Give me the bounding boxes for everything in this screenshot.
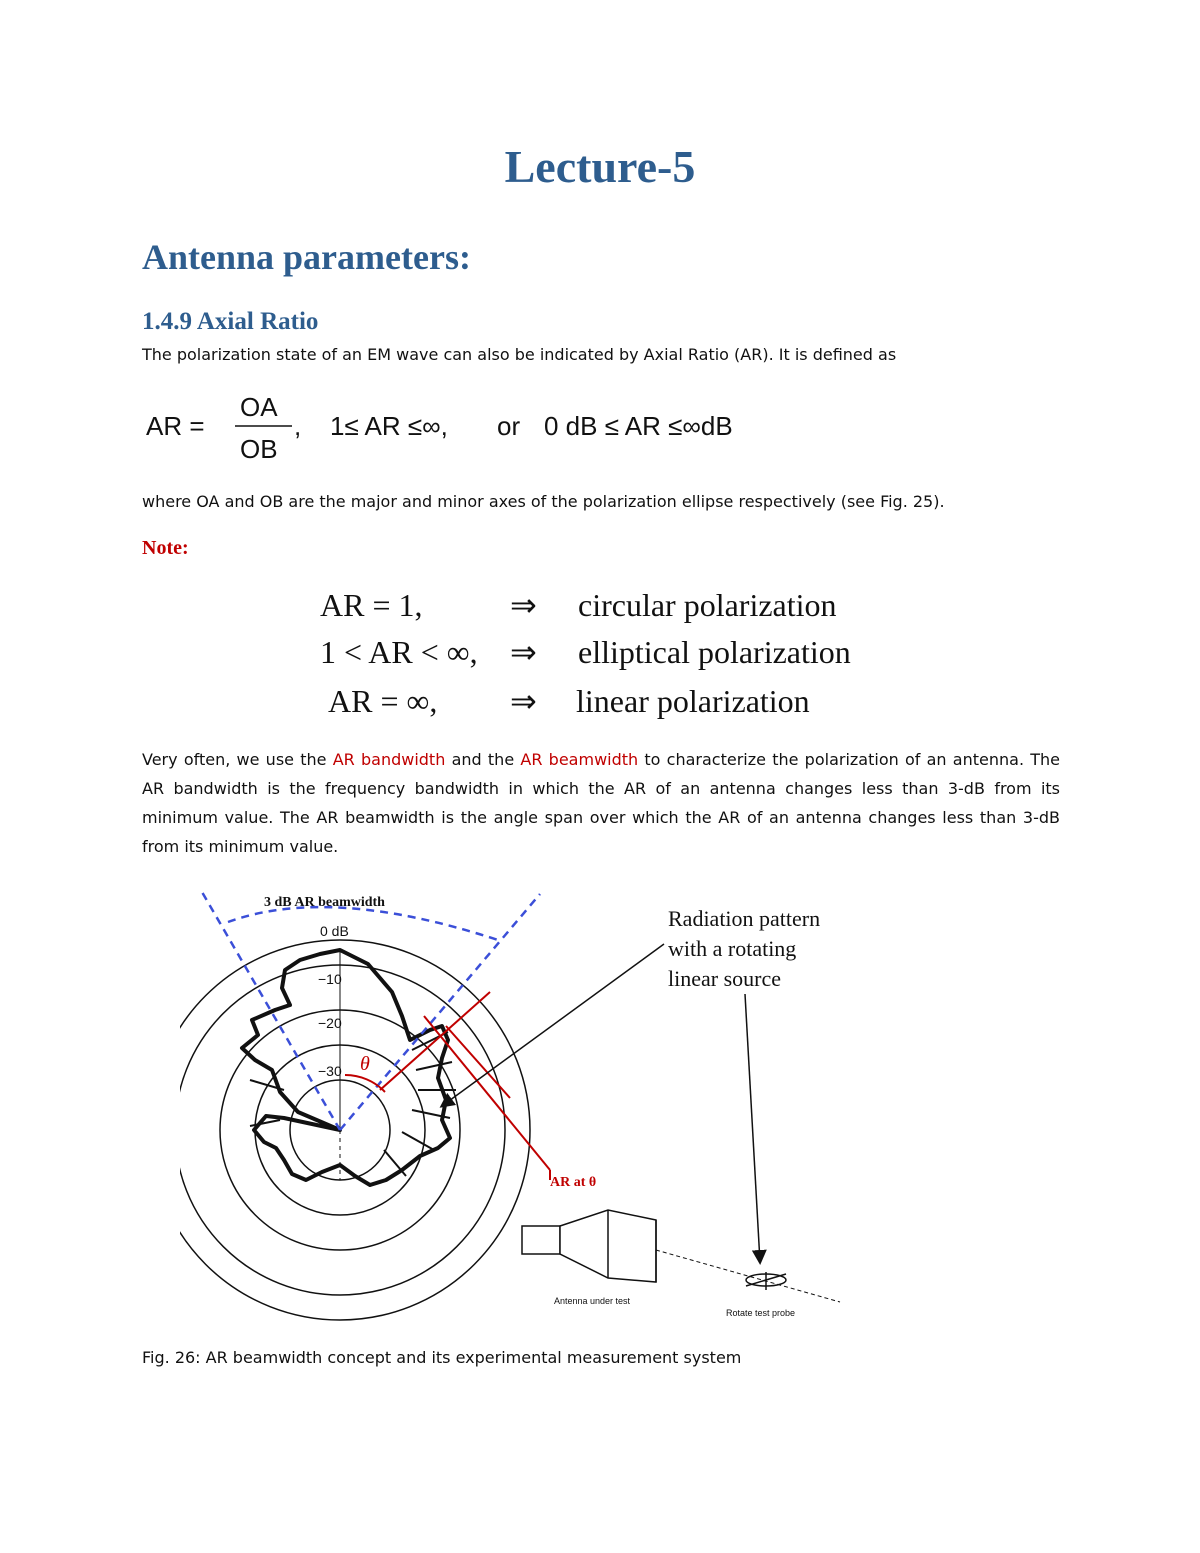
note-condition-1: AR = 1,	[320, 587, 423, 623]
eq-or: or	[497, 411, 521, 441]
note-arrow-1: ⇒	[510, 587, 537, 623]
ar-bandwidth-term: AR bandwidth	[332, 750, 446, 769]
paragraph-part-3: to characterize the polarization of an antenna. The AR bandwidth is the frequency bandwidth in which the AR of an antenna changes less than 3-dB from its minimum value. The AR beamwidth is the angle span over which the AR of an antenna changes less than 3-dB from its minimum value.	[142, 750, 1061, 856]
ring-label-minus10: −10	[318, 971, 342, 987]
ar-paragraph	[142, 745, 1060, 861]
paragraph-part-1: Very often, we use the	[142, 750, 333, 769]
ar-beamwidth-figure	[180, 880, 860, 1330]
ring-label-minus20: −20	[318, 1015, 342, 1031]
ar-red-line-3	[446, 1026, 510, 1098]
horn-antenna	[522, 1210, 656, 1282]
eq-denominator: OB	[240, 434, 278, 464]
page-title: Lecture-5	[504, 141, 696, 192]
polarization-note-table	[310, 578, 950, 728]
note-result-1: circular polarization	[578, 587, 837, 623]
paragraph-part-2: and the	[445, 750, 521, 769]
outer-ring	[180, 940, 530, 1320]
note-arrow-2: ⇒	[510, 634, 537, 670]
note-condition-3: AR = ∞,	[328, 683, 438, 719]
eq-range-2: 0 dB ≤ AR ≤∞dB	[544, 411, 733, 441]
eq-comma: ,	[294, 411, 302, 441]
zero-db-label: 0 dB	[320, 923, 349, 939]
antenna-under-test-label: Antenna under test	[554, 1296, 631, 1306]
eq-lhs: AR =	[146, 411, 205, 441]
axial-ratio-equation	[142, 388, 842, 468]
beamwidth-edge-right	[340, 894, 540, 1130]
ring-label-minus30: −30	[318, 1063, 342, 1079]
ring-0db	[180, 965, 505, 1295]
radiation-label-line-1: Radiation pattern	[668, 906, 821, 931]
subsection-heading: 1.4.9 Axial Ratio	[142, 308, 319, 335]
radiation-label-line-2: with a rotating	[668, 936, 797, 961]
note-result-3: linear polarization	[576, 683, 810, 719]
beamwidth-arc	[228, 907, 498, 940]
rotate-probe-label: Rotate test probe	[726, 1308, 796, 1318]
ar-beamwidth-term: AR beamwidth	[520, 750, 639, 769]
figure-caption: Fig. 26: AR beamwidth concept and its experimental measurement system	[142, 1348, 742, 1367]
theta-label: θ	[360, 1053, 370, 1075]
radiation-pointer-arrow	[442, 944, 664, 1106]
ar-at-theta-label: AR at θ	[550, 1175, 597, 1190]
note-label: Note:	[142, 537, 189, 559]
note-condition-2: 1 < AR < ∞,	[320, 634, 478, 670]
measurement-axis	[656, 1250, 840, 1302]
rotating-probe	[746, 1272, 786, 1290]
where-text: where OA and OB are the major and minor axes of the polarization ellipse respectively (see Fig. 25).	[142, 492, 945, 511]
section-heading: Antenna parameters:	[142, 237, 471, 277]
note-result-2: elliptical polarization	[578, 634, 851, 670]
radiation-label-line-3: linear source	[668, 966, 781, 991]
note-arrow-3: ⇒	[510, 683, 537, 719]
probe-pointer-arrow	[745, 994, 760, 1262]
eq-range-1: 1≤ AR ≤∞,	[330, 411, 448, 441]
beamwidth-label: 3 dB AR beamwidth	[264, 895, 385, 910]
intro-text: The polarization state of an EM wave can also be indicated by Axial Ratio (AR). It is defined as	[142, 345, 897, 364]
eq-numerator: OA	[240, 392, 278, 422]
